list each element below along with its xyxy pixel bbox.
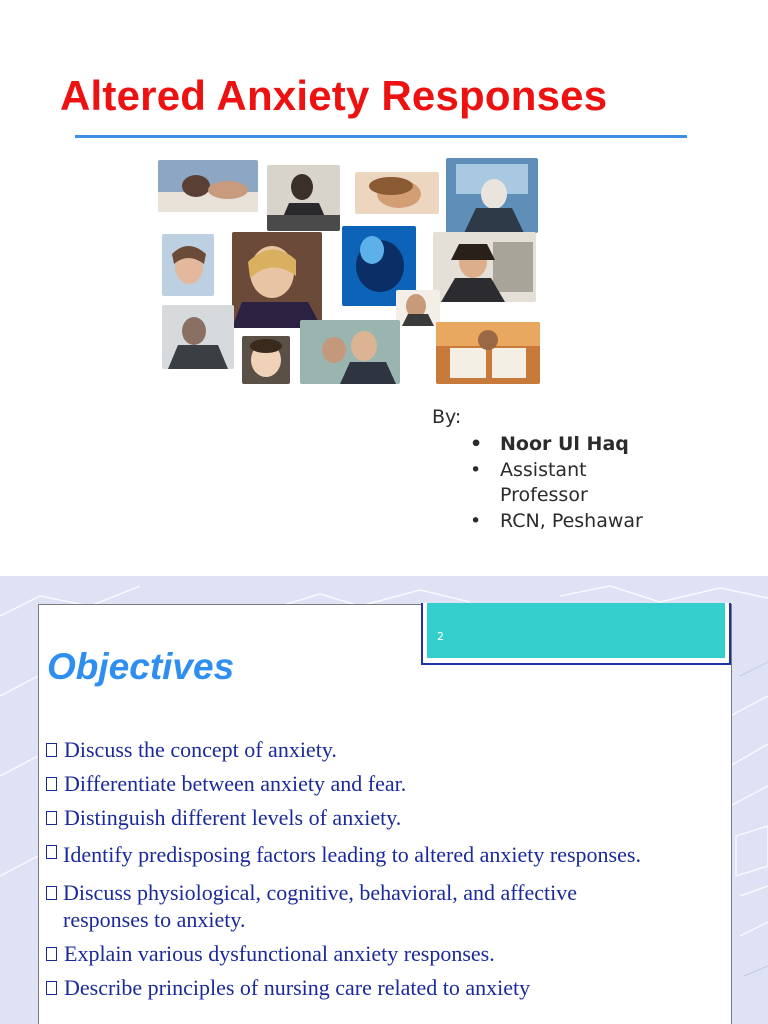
author-name	[470, 432, 643, 457]
anxiety-photo-collage	[150, 150, 550, 390]
author-name-text: Noor Ul Haq	[500, 433, 629, 455]
collage-photo	[232, 232, 322, 328]
author-role	[470, 458, 643, 508]
slide-title: Altered Anxiety Responses	[60, 72, 608, 119]
objective-item	[45, 940, 705, 967]
bullet-box-icon	[46, 845, 57, 859]
by-label: By:	[432, 406, 462, 428]
objective-item	[45, 879, 705, 933]
slide-number: 2	[437, 630, 444, 643]
bullet-box-icon	[46, 947, 57, 961]
author-org	[470, 509, 643, 534]
objectives-slide	[0, 576, 768, 1024]
collage-photo	[436, 322, 540, 384]
collage-photo	[162, 234, 214, 296]
bullet-box-icon	[46, 777, 57, 791]
objective-text: Identify predisposing factors leading to altered anxiety responses.	[63, 842, 641, 867]
collage-photo	[446, 158, 538, 233]
objective-text: Distinguish different levels of anxiety.	[64, 805, 402, 830]
objective-item	[45, 736, 705, 763]
objective-item	[45, 770, 705, 797]
collage-photo	[396, 290, 440, 326]
collage-photo	[162, 305, 234, 369]
objective-text: Differentiate between anxiety and fear.	[64, 771, 407, 796]
collage-photo	[300, 320, 400, 384]
author-list	[432, 432, 643, 534]
objectives-list	[45, 736, 705, 1008]
objectives-title: Objectives	[47, 646, 235, 687]
objective-item	[45, 974, 705, 1001]
slide-number-fill	[427, 603, 725, 658]
bullet-box-icon	[46, 981, 57, 995]
author-role-text: • Assistant Professor	[500, 459, 588, 506]
objective-text: Discuss the concept of anxiety.	[64, 737, 337, 762]
collage-photo	[355, 172, 439, 214]
bullet-box-icon	[46, 811, 57, 825]
objective-text: Explain various dysfunctional anxiety responses.	[64, 941, 495, 966]
collage-photo	[433, 232, 536, 302]
author-info	[432, 406, 643, 535]
collage-photo	[267, 165, 340, 231]
collage-photo	[242, 336, 290, 384]
bullet-box-icon	[46, 743, 57, 757]
collage-photo	[158, 160, 258, 212]
objective-item	[45, 838, 705, 872]
title-underline	[75, 135, 687, 138]
objective-text: Describe principles of nursing care related to anxiety	[64, 975, 531, 1000]
slide-number-box	[421, 603, 731, 665]
objective-item	[45, 804, 705, 831]
objective-text: Discuss physiological, cognitive, behavioral, and affective responses to anxiety.	[63, 880, 578, 932]
author-org-text: RCN, Peshawar	[500, 510, 643, 532]
bullet-box-icon	[46, 886, 57, 900]
